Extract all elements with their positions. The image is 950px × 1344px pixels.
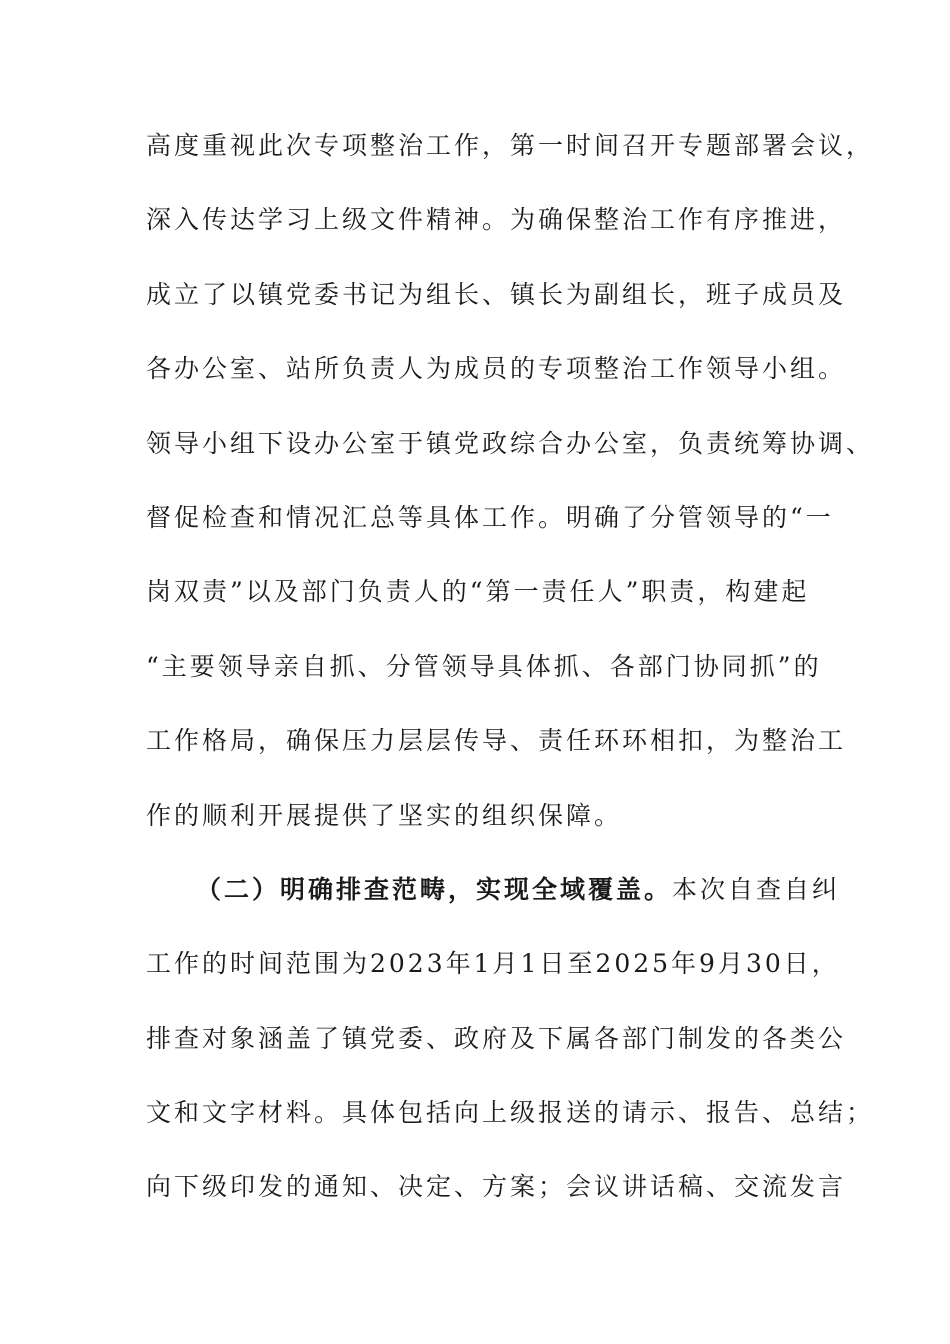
- paragraph-line: 文和文字材料。具体包括向上级报送的请示、报告、总结；: [146, 1098, 875, 1128]
- paragraph-line: 作的顺利开展提供了坚实的组织保障。: [146, 800, 623, 830]
- section-heading: （二）明确排查范畴，实现全域覆盖。: [196, 874, 673, 904]
- paragraph-line: 深入传达学习上级文件精神。为确保整治工作有序推进，: [146, 205, 847, 235]
- paragraph-line: 领导小组下设办公室于镇党政综合办公室，负责统筹协调、: [146, 428, 875, 458]
- paragraph-line: 工作格局，确保压力层层传导、责任环环相扣，为整治工: [146, 726, 847, 756]
- paragraph-line: 向下级印发的通知、决定、方案；会议讲话稿、交流发言: [146, 1172, 847, 1202]
- paragraph-line: 排查对象涵盖了镇党委、政府及下属各部门制发的各类公: [146, 1023, 847, 1053]
- paragraph-line: “主要领导亲自抓、分管领导具体抓、各部门协同抓”的: [146, 651, 822, 681]
- paragraph-line: 岗双责”以及部门负责人的“第一责任人”职责，构建起: [146, 577, 810, 607]
- body-text: [146, 118, 875, 1234]
- paragraph-line: 督促检查和情况汇总等具体工作。明确了分管领导的“一: [146, 502, 834, 532]
- section-heading-continuation: 本次自查自纠: [672, 874, 841, 904]
- paragraph-line: 工作的时间范围为2023年1月1日至2025年9月30日，: [146, 949, 840, 979]
- paragraph-line: 高度重视此次专项整治工作，第一时间召开专题部署会议，: [146, 131, 875, 160]
- paragraph-line: 成立了以镇党委书记为组长、镇长为副组长，班子成员及: [146, 279, 847, 309]
- paragraph-line: 各办公室、站所负责人为成员的专项整治工作领导小组。: [146, 354, 847, 384]
- section-heading-line: [146, 862, 841, 918]
